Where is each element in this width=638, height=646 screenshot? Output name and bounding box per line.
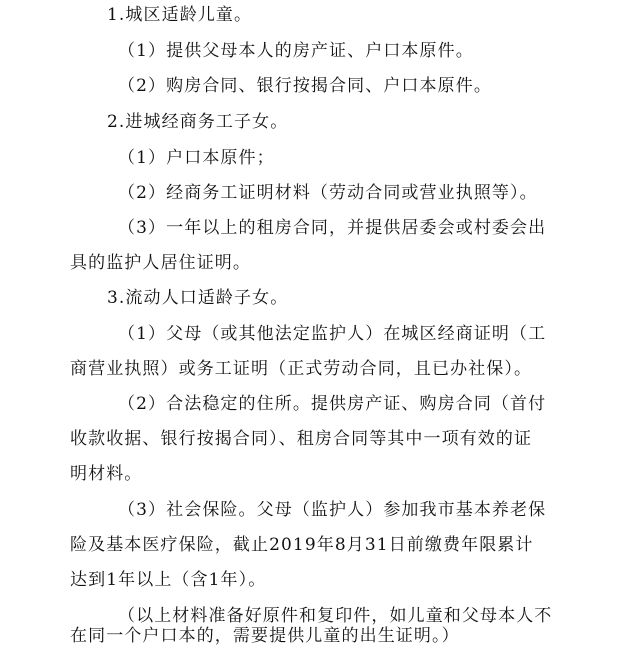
- section-2-item-2: （2）经商务工证明材料（劳动合同或营业执照等）。: [118, 183, 538, 203]
- section-3-item-2-line-1: （2）合法稳定的住所。提供房产证、购房合同（首付: [118, 394, 547, 414]
- section-3-item-2-line-2: 收款收据、银行按揭合同）、租房合同等其中一项有效的证: [70, 429, 533, 449]
- note-line-2: 在同一个户口本的，需要提供儿童的出生证明。）: [70, 626, 460, 646]
- section-1-item-1: （1）提供父母本人的房产证、户口本原件。: [118, 41, 474, 61]
- section-2-item-3-line-2: 具的监护人居住证明。: [70, 253, 251, 273]
- section-3-item-3-line-1: （3）社会保险。父母（监护人）参加我市基本养老保: [118, 500, 547, 520]
- section-3-item-3-line-2: 险及基本医疗保险，截止2019年8月31日前缴费年限累计: [70, 535, 534, 555]
- section-3-heading: 3.流动人口适龄子女。: [107, 288, 289, 308]
- section-3-item-1-line-2: 商营业执照）或务工证明（正式劳动合同，且已办社保）。: [70, 359, 533, 379]
- section-2-heading: 2.进城经商务工子女。: [107, 112, 289, 132]
- section-1-item-2: （2）购房合同、银行按揭合同、户口本原件。: [118, 76, 492, 96]
- note-line-1: （以上材料准备好原件和复印件，如儿童和父母本人不: [118, 606, 553, 626]
- section-2-item-1: （1）户口本原件；: [118, 148, 275, 168]
- section-1-heading: 1.城区适龄儿童。: [107, 5, 253, 25]
- section-3-item-3-line-3: 达到1年以上（含1年）。: [70, 570, 267, 590]
- section-3-item-1-line-1: （1）父母（或其他法定监护人）在城区经商证明（工: [118, 324, 547, 344]
- section-2-item-3-line-1: （3）一年以上的租房合同，并提供居委会或村委会出: [118, 218, 547, 238]
- section-3-item-2-line-3: 明材料。: [70, 464, 143, 484]
